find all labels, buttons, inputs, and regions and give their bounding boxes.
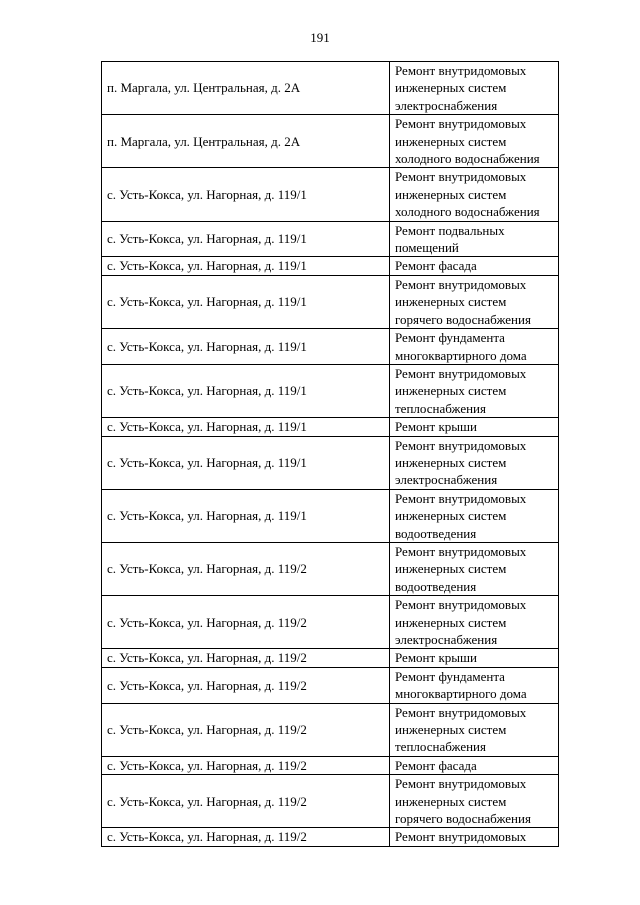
address-cell: п. Маргала, ул. Центральная, д. 2А <box>102 62 390 115</box>
address-cell: п. Маргала, ул. Центральная, д. 2А <box>102 115 390 168</box>
table-row <box>102 703 559 756</box>
work-type-cell: Ремонт внутридомовых инженерных систем электроснабжения <box>390 596 559 649</box>
address-cell: с. Усть-Кокса, ул. Нагорная, д. 119/2 <box>102 828 390 846</box>
repair-table <box>101 61 559 847</box>
table-row <box>102 364 559 417</box>
table-row <box>102 649 559 667</box>
table-row <box>102 775 559 828</box>
table-row <box>102 418 559 436</box>
table-row <box>102 115 559 168</box>
work-type-cell: Ремонт фундамента многоквартирного дома <box>390 667 559 703</box>
table-row <box>102 221 559 257</box>
table-row <box>102 667 559 703</box>
work-type-cell: Ремонт подвальных помещений <box>390 221 559 257</box>
address-cell: с. Усть-Кокса, ул. Нагорная, д. 119/2 <box>102 667 390 703</box>
work-type-cell: Ремонт внутридомовых инженерных систем холодного водоснабжения <box>390 115 559 168</box>
address-cell: с. Усть-Кокса, ул. Нагорная, д. 119/1 <box>102 489 390 542</box>
address-cell: с. Усть-Кокса, ул. Нагорная, д. 119/1 <box>102 257 390 275</box>
table-row <box>102 756 559 774</box>
address-cell: с. Усть-Кокса, ул. Нагорная, д. 119/1 <box>102 168 390 221</box>
work-type-cell: Ремонт внутридомовых инженерных систем горячего водоснабжения <box>390 775 559 828</box>
table-row <box>102 168 559 221</box>
address-cell: с. Усть-Кокса, ул. Нагорная, д. 119/1 <box>102 418 390 436</box>
table-row <box>102 436 559 489</box>
work-type-cell: Ремонт внутридомовых инженерных систем теплоснабжения <box>390 703 559 756</box>
address-cell: с. Усть-Кокса, ул. Нагорная, д. 119/1 <box>102 364 390 417</box>
address-cell: с. Усть-Кокса, ул. Нагорная, д. 119/2 <box>102 596 390 649</box>
address-cell: с. Усть-Кокса, ул. Нагорная, д. 119/2 <box>102 756 390 774</box>
work-type-cell: Ремонт фундамента многоквартирного дома <box>390 329 559 365</box>
work-type-cell: Ремонт внутридомовых инженерных систем холодного водоснабжения <box>390 168 559 221</box>
address-cell: с. Усть-Кокса, ул. Нагорная, д. 119/1 <box>102 275 390 328</box>
work-type-cell: Ремонт внутридомовых инженерных систем электроснабжения <box>390 62 559 115</box>
work-type-cell: Ремонт фасада <box>390 756 559 774</box>
table-row <box>102 275 559 328</box>
work-type-cell: Ремонт внутридомовых инженерных систем горячего водоснабжения <box>390 275 559 328</box>
address-cell: с. Усть-Кокса, ул. Нагорная, д. 119/2 <box>102 542 390 595</box>
work-type-cell: Ремонт фасада <box>390 257 559 275</box>
work-type-cell: Ремонт внутридомовых инженерных систем водоотведения <box>390 489 559 542</box>
table-row <box>102 828 559 846</box>
table-row <box>102 596 559 649</box>
address-cell: с. Усть-Кокса, ул. Нагорная, д. 119/2 <box>102 703 390 756</box>
address-cell: с. Усть-Кокса, ул. Нагорная, д. 119/1 <box>102 329 390 365</box>
address-cell: с. Усть-Кокса, ул. Нагорная, д. 119/1 <box>102 221 390 257</box>
repair-table-body <box>102 62 559 847</box>
work-type-cell: Ремонт внутридомовых инженерных систем электроснабжения <box>390 436 559 489</box>
work-type-cell: Ремонт внутридомовых инженерных систем теплоснабжения <box>390 364 559 417</box>
table-row <box>102 489 559 542</box>
address-cell: с. Усть-Кокса, ул. Нагорная, д. 119/1 <box>102 436 390 489</box>
work-type-cell: Ремонт внутридомовых инженерных систем водоотведения <box>390 542 559 595</box>
work-type-cell: Ремонт крыши <box>390 649 559 667</box>
work-type-cell: Ремонт внутридомовых <box>390 828 559 846</box>
address-cell: с. Усть-Кокса, ул. Нагорная, д. 119/2 <box>102 649 390 667</box>
page-number: 191 <box>310 30 330 45</box>
work-type-cell: Ремонт крыши <box>390 418 559 436</box>
table-row <box>102 329 559 365</box>
address-cell: с. Усть-Кокса, ул. Нагорная, д. 119/2 <box>102 775 390 828</box>
table-row <box>102 62 559 115</box>
table-row <box>102 542 559 595</box>
table-row <box>102 257 559 275</box>
